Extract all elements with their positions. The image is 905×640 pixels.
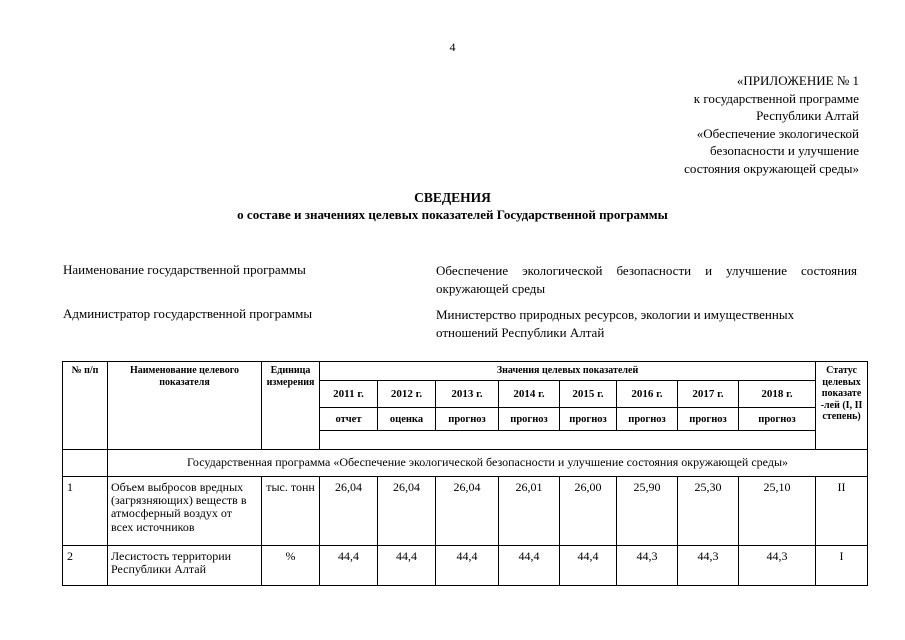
program-name-label: Наименование государственной программы xyxy=(63,262,306,277)
row-value: 44,4 xyxy=(499,545,560,585)
header-year: 2015 г. xyxy=(560,380,617,407)
header-indicator-name: Наименование целевого показателя xyxy=(108,362,262,450)
appendix-line: состояния окружающей среды» xyxy=(684,160,859,176)
header-target-values: Значения целевых показателей xyxy=(320,362,816,381)
header-spacer-cell xyxy=(320,430,816,449)
header-stage: прогноз xyxy=(678,407,739,430)
row-value: 44,4 xyxy=(320,545,378,585)
appendix-line: Республики Алтай xyxy=(756,108,859,124)
document-subtitle: о составе и значениях целевых показателей Государственной программы xyxy=(237,207,668,222)
row-value: 44,4 xyxy=(560,545,617,585)
header-year: 2014 г. xyxy=(499,380,560,407)
row-indicator-name: Лесистость территории Республики Алтай xyxy=(108,545,262,585)
program-row: Государственная программа «Обеспечение экологической безопасности и улучшение состояния окружающей среды» xyxy=(108,449,868,476)
administrator-value: Министерство природных ресурсов, экологии и имущественных отношений Республики Алтай xyxy=(436,307,795,340)
row-value: 44,3 xyxy=(617,545,678,585)
header-stage: оценка xyxy=(378,407,436,430)
row-value: 26,04 xyxy=(436,476,499,545)
row-status: II xyxy=(816,476,868,545)
row-unit: % xyxy=(262,545,320,585)
row-status: I xyxy=(816,545,868,585)
header-year: 2013 г. xyxy=(436,380,499,407)
row-value: 26,00 xyxy=(560,476,617,545)
row-value: 25,30 xyxy=(678,476,739,545)
appendix-line: к государственной программе xyxy=(693,90,859,106)
row-value: 25,10 xyxy=(739,476,816,545)
header-year: 2018 г. xyxy=(739,380,816,407)
header-unit: Единица измерения xyxy=(262,362,320,450)
row-value: 44,4 xyxy=(378,545,436,585)
header-stage: прогноз xyxy=(499,407,560,430)
row-num: 1 xyxy=(63,476,108,545)
header-stage: прогноз xyxy=(560,407,617,430)
table-row xyxy=(63,545,868,585)
header-year: 2011 г. xyxy=(320,380,378,407)
header-year: 2017 г. xyxy=(678,380,739,407)
program-row-num-cell xyxy=(63,449,108,476)
row-value: 26,04 xyxy=(320,476,378,545)
appendix-line: безопасности и улучшение xyxy=(710,143,859,159)
row-unit: тыс. тонн xyxy=(262,476,320,545)
row-value: 26,04 xyxy=(378,476,436,545)
row-num: 2 xyxy=(63,545,108,585)
header-year: 2016 г. xyxy=(617,380,678,407)
header-stage: отчет xyxy=(320,407,378,430)
appendix-note xyxy=(599,72,859,178)
row-value: 44,3 xyxy=(678,545,739,585)
document-title: СВЕДЕНИЯ xyxy=(414,190,491,205)
appendix-line: «ПРИЛОЖЕНИЕ № 1 xyxy=(736,73,859,88)
header-num: № п/п xyxy=(63,362,108,450)
row-value: 44,4 xyxy=(436,545,499,585)
appendix-line: «Обеспечение экологической xyxy=(696,125,859,141)
program-name-value: Обеспечение экологической безопасности и улучшение состояния окружающей среды xyxy=(436,263,857,296)
header-year: 2012 г. xyxy=(378,380,436,407)
row-value: 44,3 xyxy=(739,545,816,585)
header-stage: прогноз xyxy=(617,407,678,430)
row-indicator-name: Объем выбросов вредных (загрязняющих) веществ в атмосферный воздух от всех источников xyxy=(108,476,262,545)
administrator-label: Администратор государственной программы xyxy=(63,306,313,321)
header-stage: прогноз xyxy=(436,407,499,430)
header-stage: прогноз xyxy=(739,407,816,430)
table-row xyxy=(63,476,868,545)
row-value: 25,90 xyxy=(617,476,678,545)
indicators-table xyxy=(62,361,868,586)
page-number: 4 xyxy=(449,40,456,54)
row-value: 26,01 xyxy=(499,476,560,545)
header-status: Статус целевых показате -лей (I, II степень) xyxy=(816,362,868,450)
